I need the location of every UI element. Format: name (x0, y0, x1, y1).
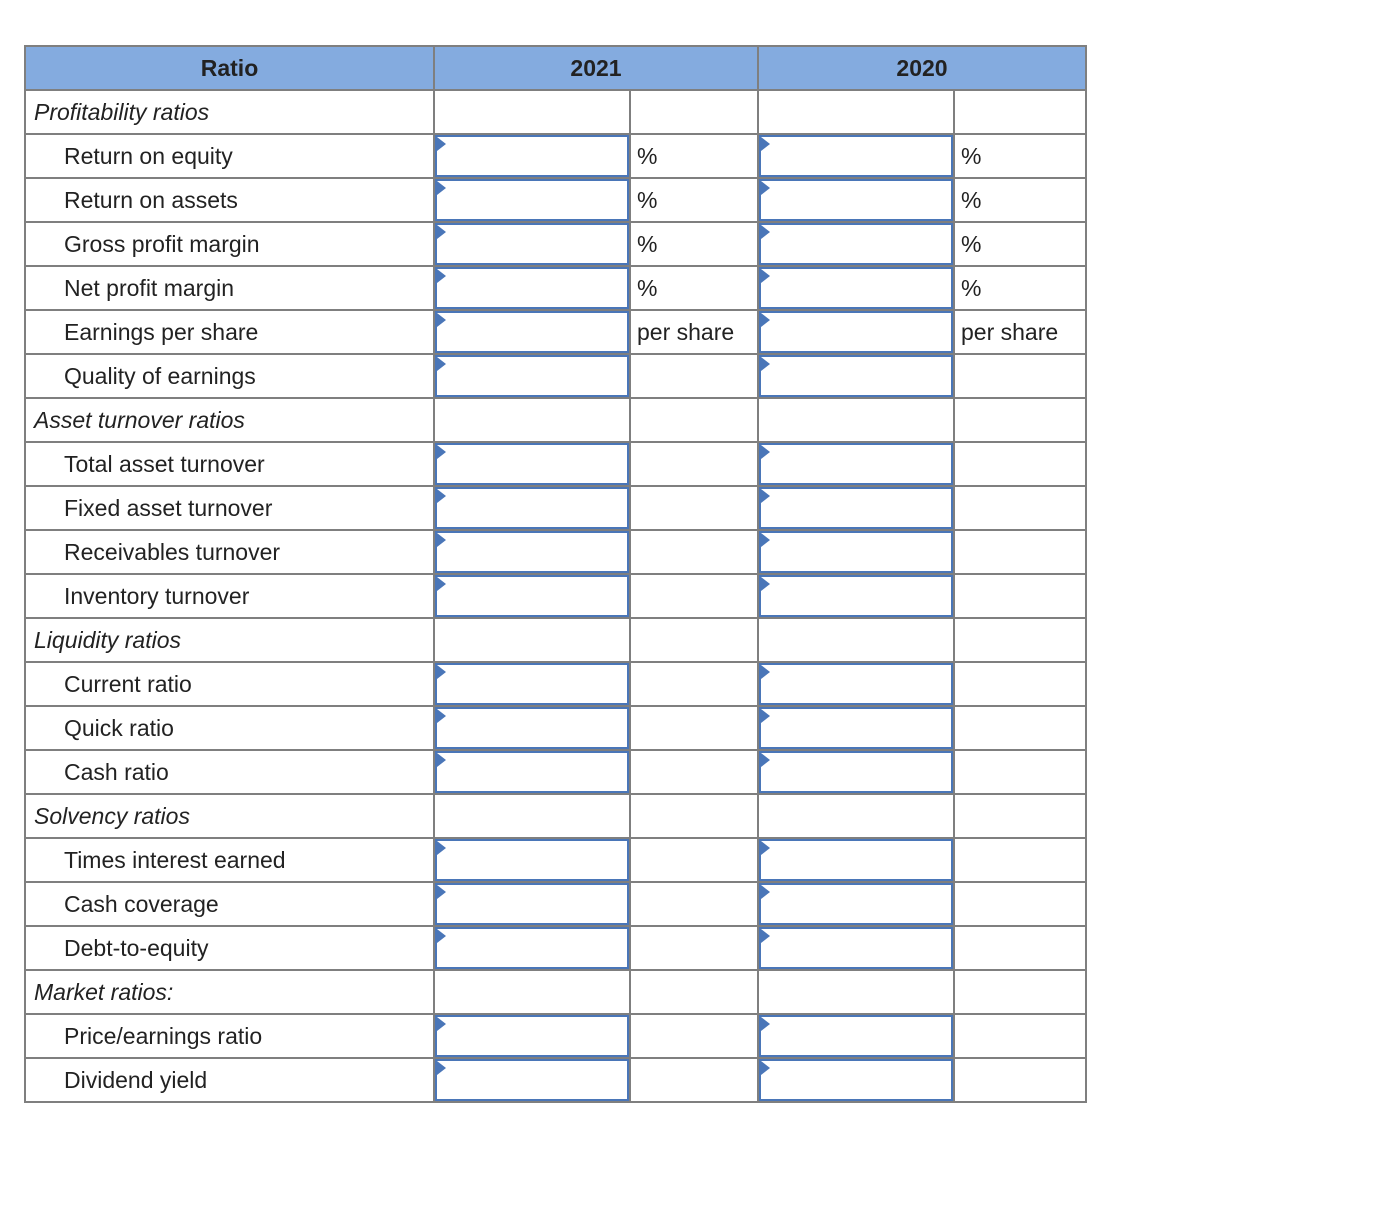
input-cell-2020 (758, 222, 954, 266)
input-cell-2020 (758, 574, 954, 618)
input-cell-2020 (758, 838, 954, 882)
answer-box-2020[interactable] (759, 575, 953, 617)
unit-label (954, 574, 1086, 618)
unit-label (954, 750, 1086, 794)
answer-input-2020[interactable] (761, 929, 951, 967)
unit-label (630, 794, 758, 838)
unit-label: % (954, 222, 1086, 266)
ratio-label: Current ratio (25, 662, 434, 706)
dropdown-marker-icon (761, 665, 770, 679)
dropdown-marker-icon (437, 313, 446, 327)
dropdown-marker-icon (437, 929, 446, 943)
dropdown-marker-icon (761, 841, 770, 855)
answer-input-2021[interactable] (437, 357, 627, 395)
answer-input-2021[interactable] (437, 489, 627, 527)
answer-box-2020[interactable] (759, 1015, 953, 1057)
answer-input-2021[interactable] (437, 929, 627, 967)
unit-label (630, 750, 758, 794)
dropdown-marker-icon (437, 269, 446, 283)
ratio-label: Inventory turnover (25, 574, 434, 618)
input-cell-2020 (758, 486, 954, 530)
unit-label (954, 706, 1086, 750)
answer-box-2020[interactable] (759, 839, 953, 881)
answer-input-2021[interactable] (437, 577, 627, 615)
input-cell-2021 (434, 882, 630, 926)
ratio-label: Price/earnings ratio (25, 1014, 434, 1058)
unit-label (954, 926, 1086, 970)
section-row (25, 794, 1086, 838)
unit-label (630, 530, 758, 574)
ratio-label: Quick ratio (25, 706, 434, 750)
dropdown-marker-icon (761, 445, 770, 459)
answer-input-2021[interactable] (437, 533, 627, 571)
answer-input-2021[interactable] (437, 445, 627, 483)
answer-box-2020[interactable] (759, 443, 953, 485)
unit-label (954, 838, 1086, 882)
ratio-label: Dividend yield (25, 1058, 434, 1102)
dropdown-marker-icon (761, 1017, 770, 1031)
table-row (25, 222, 1086, 266)
unit-label (630, 838, 758, 882)
answer-input-2020[interactable] (761, 709, 951, 747)
section-label: Profitability ratios (25, 90, 434, 134)
answer-box-2020[interactable] (759, 267, 953, 309)
unit-label (630, 486, 758, 530)
answer-box-2021[interactable] (435, 575, 629, 617)
unit-label: per share (954, 310, 1086, 354)
input-cell-2020 (758, 266, 954, 310)
unit-label (954, 354, 1086, 398)
answer-box-2021[interactable] (435, 135, 629, 177)
input-cell-2021 (434, 838, 630, 882)
answer-box-2020[interactable] (759, 663, 953, 705)
dropdown-marker-icon (437, 665, 446, 679)
unit-label: % (954, 266, 1086, 310)
answer-input-2020[interactable] (761, 533, 951, 571)
ratio-label: Total asset turnover (25, 442, 434, 486)
input-cell-2021 (434, 574, 630, 618)
input-cell-2021 (434, 926, 630, 970)
dropdown-marker-icon (761, 357, 770, 371)
answer-box-2021[interactable] (435, 1015, 629, 1057)
dropdown-marker-icon (761, 929, 770, 943)
dropdown-marker-icon (761, 885, 770, 899)
dropdown-marker-icon (437, 709, 446, 723)
answer-input-2021[interactable] (437, 841, 627, 879)
answer-input-2021[interactable] (437, 225, 627, 263)
table-row (25, 266, 1086, 310)
empty-cell (758, 794, 954, 838)
answer-input-2021[interactable] (437, 137, 627, 175)
answer-input-2021[interactable] (437, 181, 627, 219)
dropdown-marker-icon (437, 1017, 446, 1031)
ratio-label: Return on assets (25, 178, 434, 222)
answer-input-2020[interactable] (761, 181, 951, 219)
unit-label: % (630, 178, 758, 222)
input-cell-2021 (434, 354, 630, 398)
table-row (25, 1058, 1086, 1102)
unit-label (954, 90, 1086, 134)
unit-label (630, 706, 758, 750)
input-cell-2021 (434, 178, 630, 222)
answer-box-2020[interactable] (759, 311, 953, 353)
answer-box-2021[interactable] (435, 883, 629, 925)
answer-input-2020[interactable] (761, 665, 951, 703)
input-cell-2020 (758, 662, 954, 706)
answer-box-2021[interactable] (435, 223, 629, 265)
input-cell-2021 (434, 310, 630, 354)
table-row (25, 662, 1086, 706)
dropdown-marker-icon (437, 357, 446, 371)
ratio-label: Return on equity (25, 134, 434, 178)
answer-input-2020[interactable] (761, 313, 951, 351)
table-row (25, 926, 1086, 970)
dropdown-marker-icon (761, 753, 770, 767)
answer-input-2020[interactable] (761, 269, 951, 307)
unit-label (954, 662, 1086, 706)
answer-input-2020[interactable] (761, 885, 951, 923)
answer-box-2020[interactable] (759, 751, 953, 793)
answer-box-2020[interactable] (759, 355, 953, 397)
section-row (25, 970, 1086, 1014)
empty-cell (758, 90, 954, 134)
ratio-table (24, 45, 1087, 1103)
ratio-label: Cash ratio (25, 750, 434, 794)
answer-box-2020[interactable] (759, 883, 953, 925)
input-cell-2021 (434, 706, 630, 750)
input-cell-2020 (758, 134, 954, 178)
input-cell-2021 (434, 442, 630, 486)
dropdown-marker-icon (437, 577, 446, 591)
answer-box-2020[interactable] (759, 223, 953, 265)
answer-input-2021[interactable] (437, 665, 627, 703)
unit-label (630, 1058, 758, 1102)
empty-cell (758, 398, 954, 442)
header-2021: 2021 (434, 46, 758, 90)
unit-label (630, 442, 758, 486)
dropdown-marker-icon (761, 489, 770, 503)
table-row (25, 530, 1086, 574)
input-cell-2021 (434, 530, 630, 574)
answer-box-2020[interactable] (759, 927, 953, 969)
unit-label (630, 398, 758, 442)
table-row (25, 486, 1086, 530)
dropdown-marker-icon (437, 841, 446, 855)
unit-label (954, 1014, 1086, 1058)
answer-box-2021[interactable] (435, 707, 629, 749)
header-row (25, 46, 1086, 90)
empty-cell (434, 794, 630, 838)
answer-box-2021[interactable] (435, 179, 629, 221)
unit-label: per share (630, 310, 758, 354)
answer-input-2021[interactable] (437, 1017, 627, 1055)
answer-box-2021[interactable] (435, 267, 629, 309)
unit-label (954, 398, 1086, 442)
answer-box-2020[interactable] (759, 1059, 953, 1101)
unit-label (954, 794, 1086, 838)
table-row (25, 134, 1086, 178)
answer-input-2021[interactable] (437, 313, 627, 351)
section-label: Market ratios: (25, 970, 434, 1014)
unit-label (630, 1014, 758, 1058)
section-row (25, 618, 1086, 662)
ratio-label: Times interest earned (25, 838, 434, 882)
empty-cell (758, 618, 954, 662)
answer-box-2021[interactable] (435, 355, 629, 397)
table-row (25, 574, 1086, 618)
unit-label: % (630, 134, 758, 178)
ratio-label: Debt-to-equity (25, 926, 434, 970)
input-cell-2020 (758, 178, 954, 222)
dropdown-marker-icon (437, 137, 446, 151)
unit-label (630, 354, 758, 398)
answer-input-2020[interactable] (761, 489, 951, 527)
unit-label (954, 530, 1086, 574)
dropdown-marker-icon (761, 269, 770, 283)
dropdown-marker-icon (437, 445, 446, 459)
input-cell-2021 (434, 486, 630, 530)
unit-label (630, 882, 758, 926)
unit-label (954, 618, 1086, 662)
answer-input-2020[interactable] (761, 137, 951, 175)
unit-label (954, 882, 1086, 926)
input-cell-2021 (434, 1014, 630, 1058)
input-cell-2020 (758, 530, 954, 574)
table-row (25, 838, 1086, 882)
ratio-label: Receivables turnover (25, 530, 434, 574)
unit-label (630, 574, 758, 618)
unit-label (954, 970, 1086, 1014)
answer-box-2020[interactable] (759, 135, 953, 177)
table-row (25, 706, 1086, 750)
ratio-label: Net profit margin (25, 266, 434, 310)
input-cell-2020 (758, 1058, 954, 1102)
table-row (25, 178, 1086, 222)
unit-label (954, 486, 1086, 530)
empty-cell (758, 970, 954, 1014)
empty-cell (434, 618, 630, 662)
section-row (25, 90, 1086, 134)
input-cell-2021 (434, 662, 630, 706)
answer-box-2021[interactable] (435, 311, 629, 353)
answer-input-2020[interactable] (761, 357, 951, 395)
input-cell-2020 (758, 750, 954, 794)
table-row (25, 442, 1086, 486)
answer-input-2021[interactable] (437, 753, 627, 791)
unit-label (630, 90, 758, 134)
answer-box-2021[interactable] (435, 487, 629, 529)
answer-box-2020[interactable] (759, 707, 953, 749)
unit-label (954, 442, 1086, 486)
empty-cell (434, 90, 630, 134)
answer-input-2020[interactable] (761, 577, 951, 615)
input-cell-2021 (434, 266, 630, 310)
section-label: Solvency ratios (25, 794, 434, 838)
table-row (25, 882, 1086, 926)
answer-input-2021[interactable] (437, 269, 627, 307)
dropdown-marker-icon (437, 753, 446, 767)
unit-label (954, 1058, 1086, 1102)
unit-label: % (630, 222, 758, 266)
input-cell-2020 (758, 310, 954, 354)
dropdown-marker-icon (437, 181, 446, 195)
answer-box-2020[interactable] (759, 487, 953, 529)
input-cell-2020 (758, 706, 954, 750)
answer-box-2021[interactable] (435, 443, 629, 485)
input-cell-2021 (434, 134, 630, 178)
ratio-label: Gross profit margin (25, 222, 434, 266)
answer-input-2020[interactable] (761, 445, 951, 483)
answer-input-2020[interactable] (761, 753, 951, 791)
answer-box-2021[interactable] (435, 839, 629, 881)
answer-input-2020[interactable] (761, 1061, 951, 1099)
answer-box-2021[interactable] (435, 927, 629, 969)
answer-input-2021[interactable] (437, 885, 627, 923)
answer-input-2020[interactable] (761, 225, 951, 263)
table-row (25, 310, 1086, 354)
answer-box-2021[interactable] (435, 751, 629, 793)
unit-label (630, 926, 758, 970)
header-2020: 2020 (758, 46, 1086, 90)
ratio-label: Quality of earnings (25, 354, 434, 398)
answer-box-2021[interactable] (435, 1059, 629, 1101)
dropdown-marker-icon (437, 533, 446, 547)
dropdown-marker-icon (437, 1061, 446, 1075)
answer-input-2021[interactable] (437, 709, 627, 747)
unit-label (630, 970, 758, 1014)
section-label: Asset turnover ratios (25, 398, 434, 442)
answer-box-2021[interactable] (435, 531, 629, 573)
dropdown-marker-icon (437, 225, 446, 239)
input-cell-2021 (434, 1058, 630, 1102)
input-cell-2021 (434, 222, 630, 266)
input-cell-2021 (434, 750, 630, 794)
unit-label: % (630, 266, 758, 310)
dropdown-marker-icon (761, 137, 770, 151)
answer-input-2021[interactable] (437, 1061, 627, 1099)
input-cell-2020 (758, 882, 954, 926)
answer-box-2020[interactable] (759, 531, 953, 573)
dropdown-marker-icon (437, 489, 446, 503)
ratio-label: Cash coverage (25, 882, 434, 926)
dropdown-marker-icon (761, 181, 770, 195)
section-label: Liquidity ratios (25, 618, 434, 662)
table-row (25, 1014, 1086, 1058)
dropdown-marker-icon (761, 313, 770, 327)
dropdown-marker-icon (761, 533, 770, 547)
dropdown-marker-icon (761, 709, 770, 723)
input-cell-2020 (758, 1014, 954, 1058)
empty-cell (434, 398, 630, 442)
header-ratio: Ratio (25, 46, 434, 90)
dropdown-marker-icon (437, 885, 446, 899)
ratio-label: Earnings per share (25, 310, 434, 354)
answer-box-2021[interactable] (435, 663, 629, 705)
input-cell-2020 (758, 926, 954, 970)
unit-label: % (954, 178, 1086, 222)
table-row (25, 750, 1086, 794)
unit-label: % (954, 134, 1086, 178)
section-row (25, 398, 1086, 442)
unit-label (630, 662, 758, 706)
dropdown-marker-icon (761, 577, 770, 591)
input-cell-2020 (758, 354, 954, 398)
ratio-label: Fixed asset turnover (25, 486, 434, 530)
answer-input-2020[interactable] (761, 1017, 951, 1055)
empty-cell (434, 970, 630, 1014)
input-cell-2020 (758, 442, 954, 486)
dropdown-marker-icon (761, 1061, 770, 1075)
table-row (25, 354, 1086, 398)
answer-box-2020[interactable] (759, 179, 953, 221)
dropdown-marker-icon (761, 225, 770, 239)
answer-input-2020[interactable] (761, 841, 951, 879)
unit-label (630, 618, 758, 662)
